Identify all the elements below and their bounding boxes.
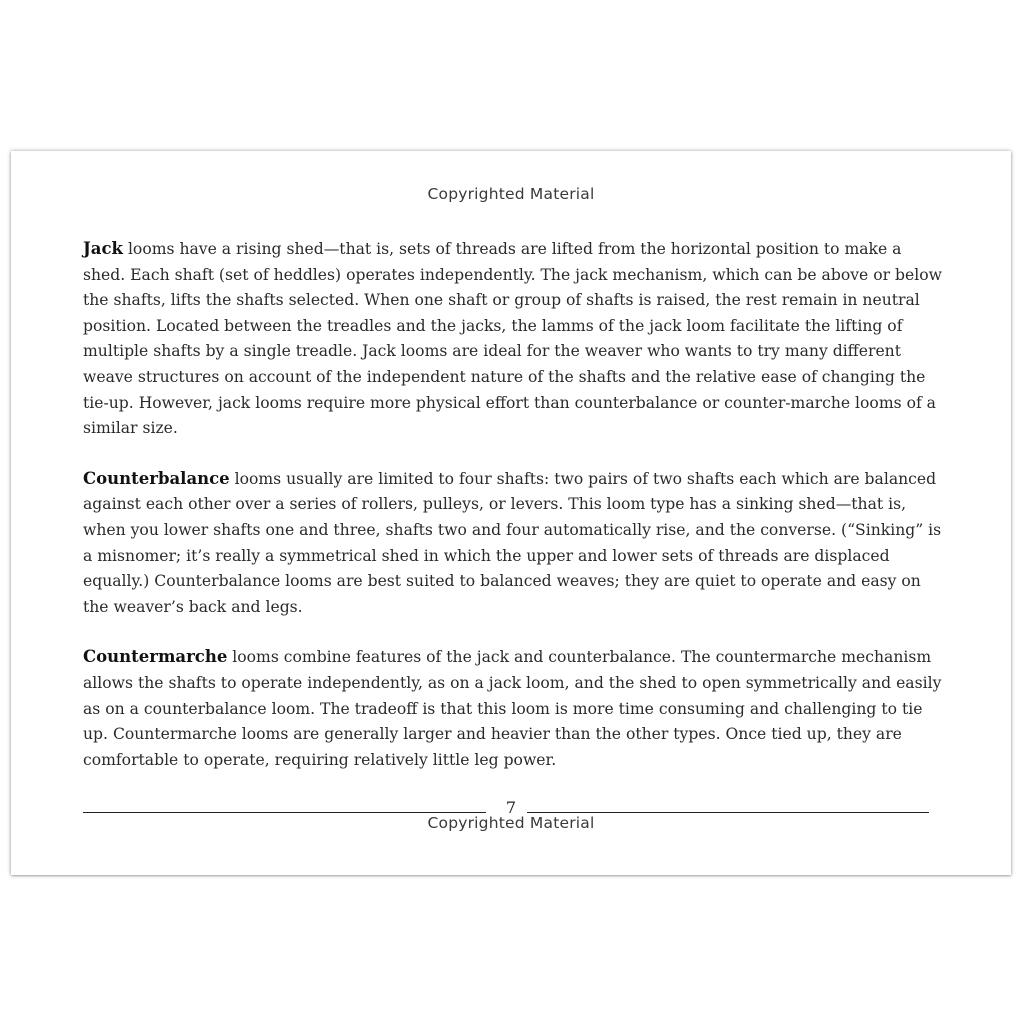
- term-counterbalance: Counterbalance: [83, 468, 230, 488]
- header-copyright-watermark: Copyrighted Material: [427, 185, 595, 203]
- footer-copyright-watermark: Copyrighted Material: [427, 814, 595, 832]
- paragraph-countermarche-text: looms combine features of the jack and counterbalance. The countermarche mechanism allows the shafts to operate independently, as on a jack loom, and the shed to open symmetrically and easily as on a counterbalance loom. The tradeoff is that this loom is more time consuming and challenging to tie up. Countermarche looms are generally larger and heavier than the other types. Once tied up, they are comfortable to operate, requiring relatively little leg power.: [83, 648, 942, 769]
- paragraph-jack-text: looms have a rising shed—that is, sets of threads are lifted from the horizontal position to make a shed. Each shaft (set of heddles) operates independently. The jack mechanism, which can be above or below the shafts, lifts the shafts selected. When one shaft or group of shafts is raised, the rest remain in neutral position. Located between the treadles and the jacks, the lamms of the jack loom facilitate the lifting of multiple shafts by a single treadle. Jack looms are ideal for the weaver who wants to try many different weave structures on account of the independent nature of the shafts and the relative ease of changing the tie-up. However, jack looms require more physical effort than counterbalance or counter-marche looms of a similar size.: [83, 240, 942, 438]
- body-text: [83, 236, 943, 797]
- term-countermarche: Countermarche: [83, 647, 228, 667]
- paragraph-counterbalance: [83, 466, 943, 621]
- paragraph-counterbalance-text: looms usually are limited to four shafts: two pairs of two shafts each which are balanced against each other over a series of rollers, pulleys, or levers. This loom type has a sinking shed—that is, when you lower shafts one and three, shafts two and four automatically rise, and the converse. (“Sinking” is a misnomer; it’s really a symmetrical shed in which the upper and lower sets of threads are displaced equally.) Counterbalance looms are best suited to balanced weaves; they are quiet to operate and easy on the weaver’s back and legs.: [83, 469, 942, 616]
- term-jack: Jack: [83, 239, 123, 258]
- paragraph-jack: [83, 236, 943, 442]
- paragraph-countermarche: [83, 644, 943, 773]
- document-page: [11, 151, 1011, 875]
- page-number: 7: [505, 798, 517, 817]
